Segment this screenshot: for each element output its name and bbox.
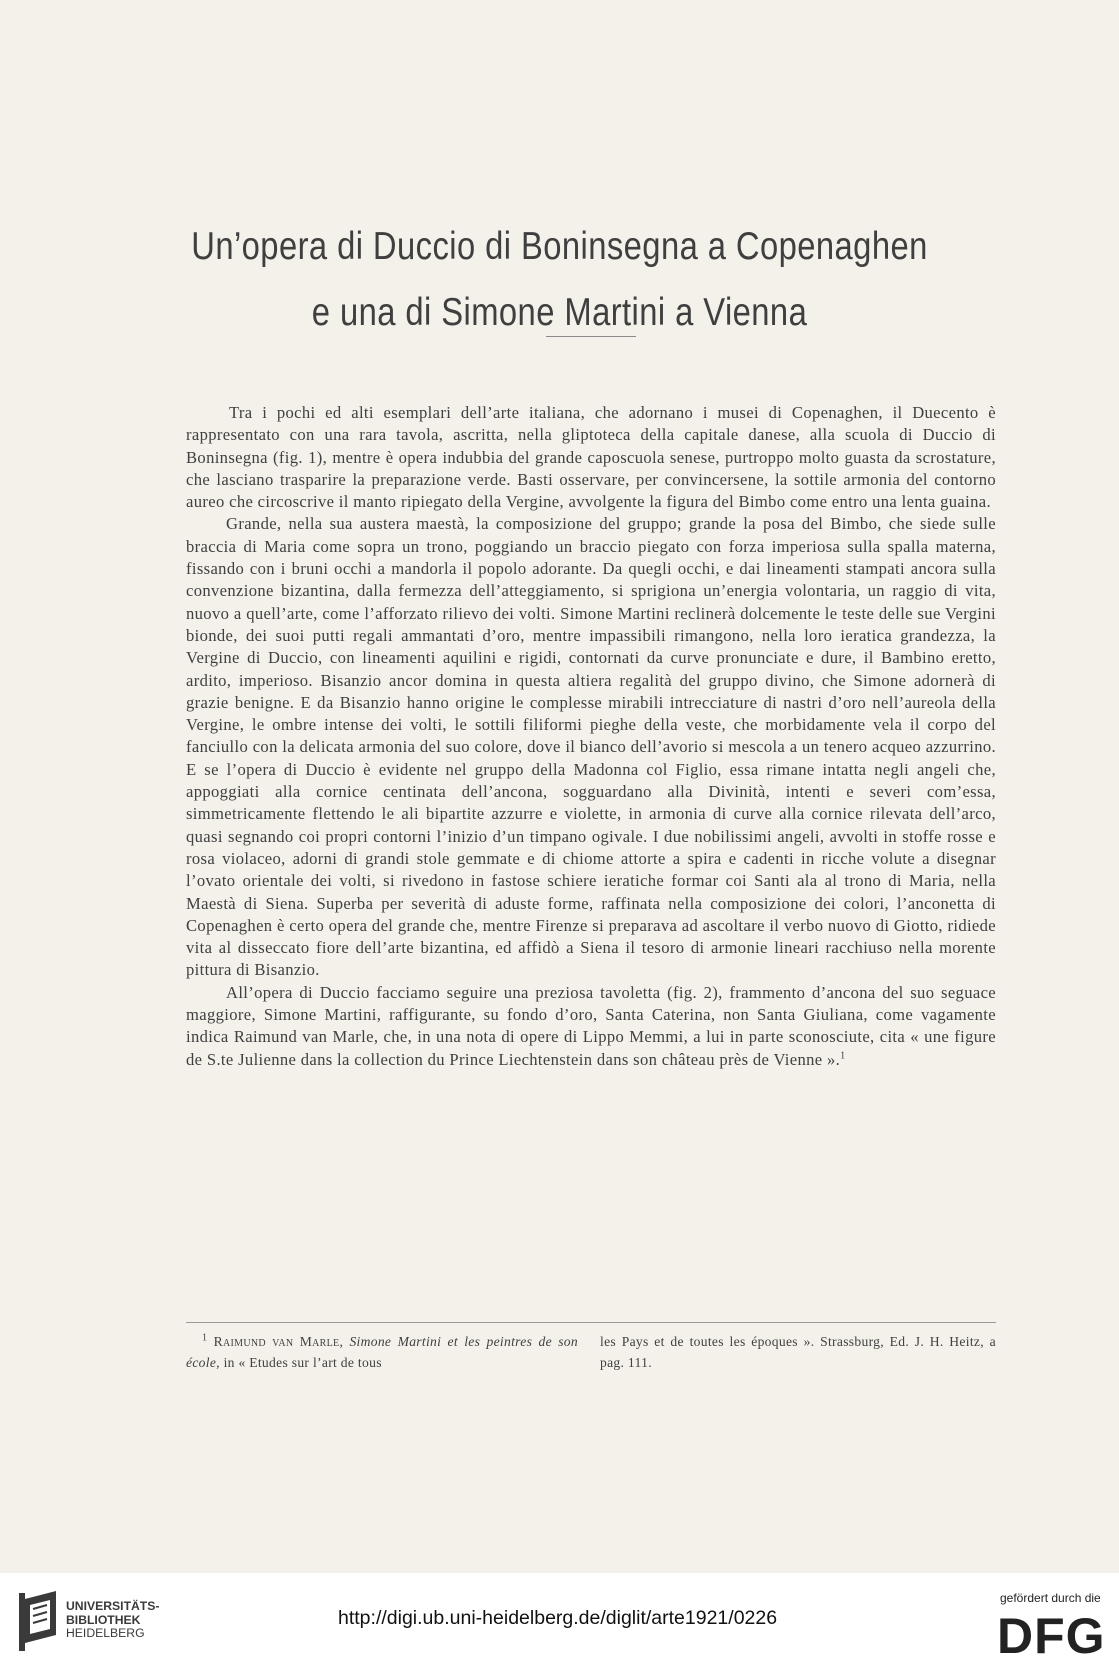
- article-body: [186, 402, 996, 1071]
- digitization-footer: [0, 1573, 1119, 1673]
- paragraph-3: [186, 982, 996, 1071]
- paragraph-1: Tra i pochi ed alti esemplari dell’arte italiana, che adornano i musei di Copenaghen, il Duecento è rappresentato con una rara tavola, ascritta, nella gliptoteca della capitale danese, alla scuola di Duccio di Boninsegna (fig. 1), mentre è opera indubbia del grande caposcuola senese, purtroppo molto guasta da scrostature, che lasciano trasparire la preparazione verde. Basti osservare, per convincersene, la sottile armonia del contorno aureo che circoscrive il manto ripiegato della Vergine, avvolgente la figura del Bimbo come entro una lenta guaina.: [186, 403, 996, 512]
- university-library-logo-icon: [16, 1591, 60, 1653]
- footnote-text-left: in « Etudes sur l’art de tous: [223, 1354, 382, 1370]
- university-library-name: [66, 1600, 159, 1641]
- title-divider: [546, 336, 636, 337]
- library-name-line-2: BIBLIOTHEK: [66, 1612, 141, 1627]
- title-line-2: e una di Simone Martini a Vienna: [311, 291, 808, 334]
- footnote-column-right: les Pays et de toutes les époques ». Strassburg, Ed. J. H. Heitz, a pag. 111.: [600, 1334, 996, 1370]
- footnote-author: Raimund van Marle,: [213, 1334, 344, 1349]
- paragraph-3-text: All’opera di Duccio facciamo seguire una preziosa tavoletta (fig. 2), frammento d’ancona del suo seguace maggiore, Simone Martini, raffigurante, su fondo d’oro, Santa Caterina, non Santa Giuliana, come vagamente indica Raimund van Marle, che, in una nota di opere di Lippo Memmi, a lui in parte sconosciute, cita « une figure de S.te Julienne dans la collection du Prince Liechtenstein dans son château près de Vienne ».: [186, 982, 996, 1069]
- footnote-column-left: [186, 1332, 578, 1373]
- title-line-1: Un’opera di Duccio di Boninsegna a Copenaghen: [191, 225, 928, 268]
- library-name-line-1: UNIVERSITÄTS-: [66, 1599, 160, 1613]
- footnote-divider: [186, 1322, 996, 1323]
- footnote-work-title: Simone Martini et les peintres de son école,: [186, 1334, 578, 1370]
- funding-note: gefördert durch die: [1000, 1591, 1101, 1605]
- permalink-url[interactable]: http://digi.ub.uni-heidelberg.de/diglit/arte1921/0226: [338, 1607, 778, 1629]
- dfg-logo: DFG: [997, 1608, 1106, 1664]
- footnote-reference: 1: [840, 1050, 846, 1062]
- article-title: [0, 214, 1119, 346]
- library-name-line-3: HEIDELBERG: [66, 1626, 145, 1640]
- footnote-marker: 1: [202, 1332, 208, 1344]
- paragraph-2: Grande, nella sua austera maestà, la composizione del gruppo; grande la posa del Bimbo, che siede sulle braccia di Maria come sopra un trono, poggiando un braccio piegato con forza imperiosa sulla spalla materna, fissando con i bruni occhi a mandorla il popolo adorante. Da quegli occhi, e dai lineamenti stampati ancora sulla convenzione bizantina, dalla fermezza dell’atteggiamento, si sprigiona un’energia volontaria, un raggio di vita, nuovo a quell’arte, come l’afforzato rilievo dei volti. Simone Martini reclinerà dolcemente le teste delle sue Vergini bionde, dei suoi putti regali ammantati d’oro, mentre impassibili rimangono, nella loro ieratica grandezza, la Vergine di Duccio, con lineamenti aquilini e rigidi, contornati da curve pronunciate e dure, il Bambino eretto, ardito, imperioso. Bisanzio ancor domina in questa altiera regalità del gruppo divino, che Simone adornerà di grazie benigne. E da Bisanzio hanno origine le complesse mirabili intrecciature di nastri d’oro nell’aureola della Vergine, le ombre intense dei volti, le sottili filiformi pieghe della veste, che morbidamente vela il corpo del fanciullo con la delicata armonia del suo colore, dove il bianco dell’avorio si mescola a un tenero acqueo azzurrino. E se l’opera di Duccio è evidente nel gruppo della Madonna col Figlio, essa rimane intatta negli angeli che, appoggiati alla cornice centinata dell’ancona, sogguardano alla Divinità, intenti e severi com’essa, simmetricamente flettendo le ali bipartite azzurre e violette, in armonia di curve alla cornice rilevata dell’arco, quasi segnando coi propri contorni l’inizio d’un timpano ogivale. I due nobilissimi angeli, avvolti in stoffe rosse e rosa violaceo, adorni di grandi stole gemmate e di chiome attorte a spira e cadenti in ricche volute a disegnar l’ovato orientale dei volti, si rivedono in fastose schiere ieratiche formar coi Santi ala al trono di Maria, nella Maestà di Siena. Superba per severità di aduste forme, raffinata nella composizione dei colori, l’anconetta di Copenaghen è certo opera del grande che, mentre Firenze si preparava ad ascoltare il verbo nuovo di Giotto, ridiede vita al disseccato fiore dell’arte bizantina, ed affidò a Siena il tesoro di armonie lineari racchiuso nella morente pittura di Bisanzio.: [186, 514, 996, 980]
